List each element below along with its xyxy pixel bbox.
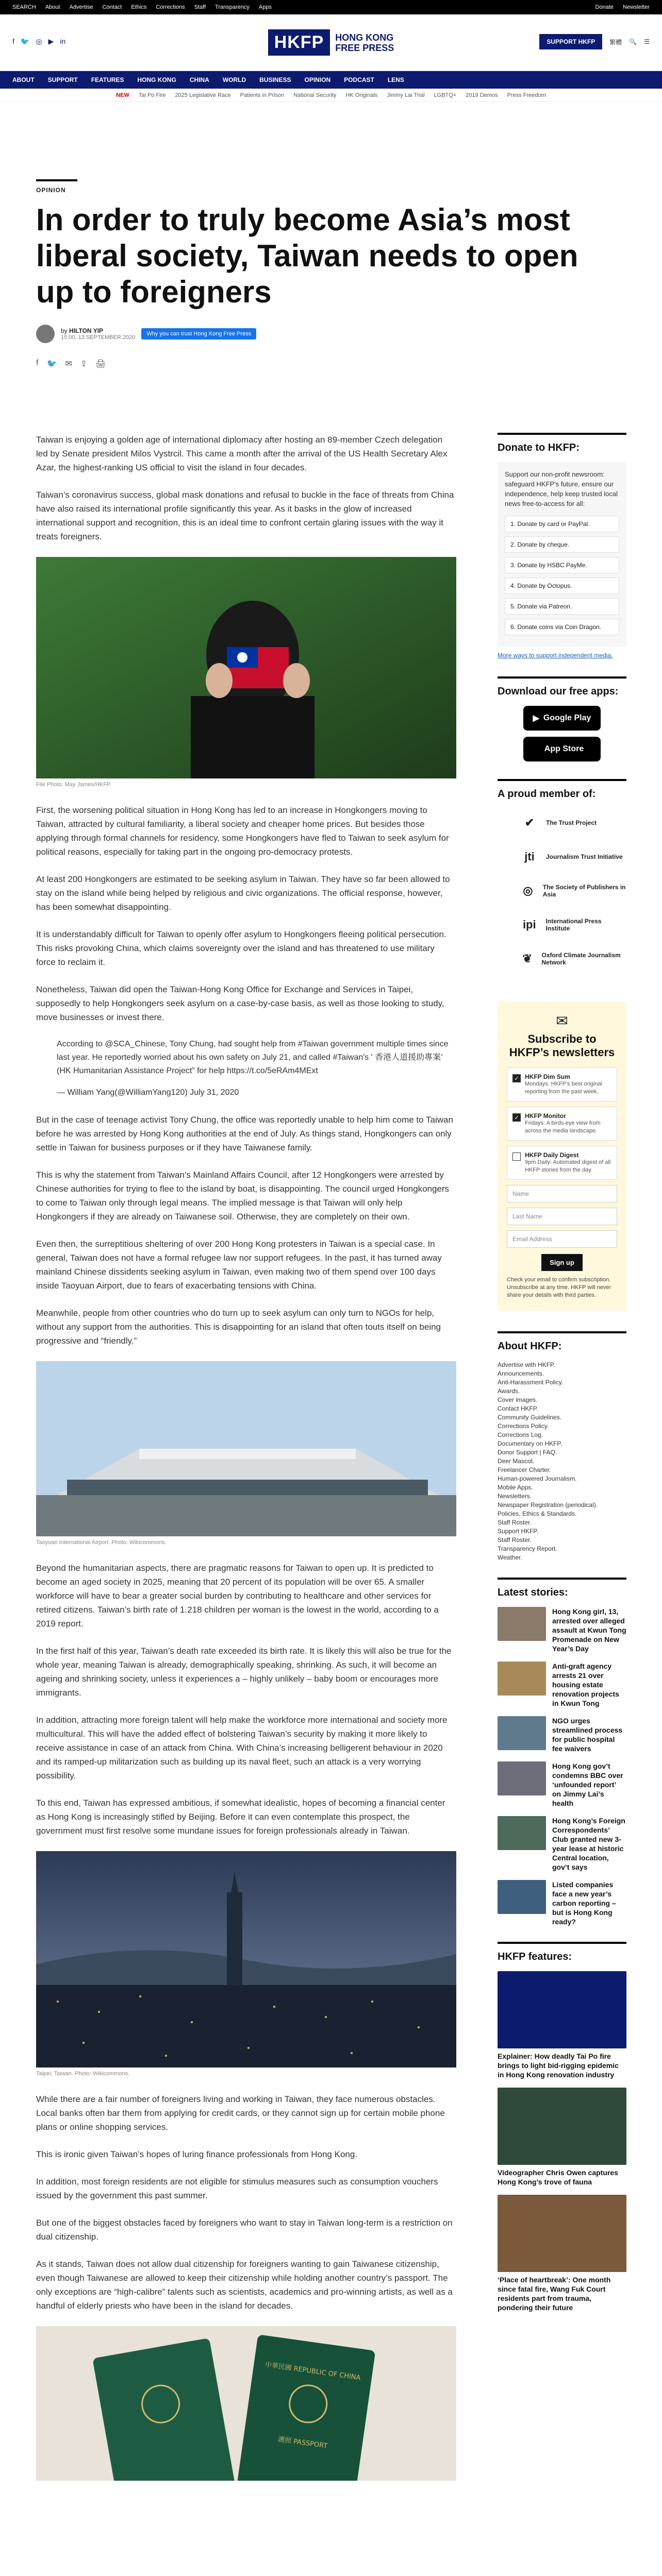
tag-row [0,89,662,102]
nav-item[interactable]: PODCAST [344,76,374,83]
member-icon: ipi [522,918,536,931]
nav-item[interactable]: CHINA [189,76,209,83]
play-icon: ▶ [533,714,539,723]
newsletter-name: HKFP Daily Digest [525,1151,579,1159]
donate-option[interactable]: 2. Donate by cheque. [505,536,619,553]
latest-story[interactable] [498,1816,626,1872]
paragraph: In addition, most foreign residents are not eligible for stimulus measures such as consumption vouchers issued by the government this past summer. [36,2177,438,2200]
paragraph: To this end, Taiwan has expressed ambitious, if somewhat idealistic, hopes of becoming a financial center as Hong Kong is increasingly stifled by Beijing. Before it can even contemplate this prospect, the government must first resolve some mundane issues for foreign professionals already in Taiwan. [36,1798,445,1836]
member-name: The Trust Project [546,819,597,826]
publish-date: 15:00, 13 SEPTEMBER 2020 [61,334,136,341]
social-icon[interactable]: 🐦 [20,37,30,45]
feature-title[interactable]: Explainer: How deadly Tai Po fire brings to light bid-rigging epidemic in Hong Kong renovation industry [498,2052,619,2079]
newsletter-option[interactable] [507,1067,617,1101]
paragraph: But in the case of teenage activist Tony Chung, the office was reportedly unable to help him come to Taiwan before he was arrested by Hong Kong authorities at the end of July. As things stand, Hongkongers can only settle in Taiwan for business purposes or if they have Taiwanese family. [36,1115,453,1153]
masthead [0,14,662,71]
signup-button[interactable]: Sign up [541,1254,583,1271]
member-logo[interactable] [518,845,626,868]
paragraph: Nonetheless, Taiwan did open the Taiwan-Hong Kong Office for Exchange and Services in Taipei, supposedly to help Hongkongers seek asylum on a case-by-case basis, as well as those looking to study, move businesses or invest there. [36,985,444,1022]
donate-option[interactable]: 3. Donate by HSBC PayMe. [505,557,619,573]
tag-link[interactable]: LGBTQ+ [434,92,457,98]
site-logo[interactable] [268,29,394,56]
about-link[interactable]: Donor Support | FAQ. [498,1449,557,1456]
about-link[interactable]: Cover images. [498,1396,538,1403]
logo-line2: FREE PRESS [335,42,394,53]
paragraph: Taiwan’s coronavirus success, global mask donations and refusal to buckle in the face of threats from China have also raised its international profile significantly this year. As it basks in the glow of increased international support and recognition, this is an ideal time to confront certain glaring issues with the way it treats foreigners. [36,490,454,541]
features-widget [498,1942,626,2312]
section-rule [36,179,77,181]
about-link[interactable]: Contact HKFP. [498,1405,538,1412]
photo-caption: Taipei, Taiwan. Photo: Wikicommons. [36,2071,130,2077]
about-link[interactable]: Corrections Log. [498,1431,543,1438]
about-link[interactable]: Transparency Report. [498,1545,557,1552]
newsletter-checkbox[interactable]: ✓ [512,1074,521,1082]
member-name: International Press Institute [545,918,602,932]
about-link[interactable]: Newspaper Registration (periodical). [498,1501,598,1509]
app-store-badge[interactable] [523,737,601,761]
mail-icon: ✉ [556,1013,568,1029]
about-link[interactable]: Community Guidelines. [498,1414,562,1421]
tag-link[interactable]: Press Freedom [507,92,546,98]
member-logo[interactable] [518,913,626,936]
newsletter-checkbox[interactable]: ✓ [512,1113,521,1122]
feature-story[interactable] [498,2195,626,2312]
story-title[interactable]: Listed companies face a new year’s carbon reporting – but is Hong Kong ready? [552,1880,616,1926]
masthead-actions [539,34,650,49]
member-logo[interactable] [518,947,626,970]
member-icon: ✔ [524,816,535,829]
member-name: Oxford Climate Journalism Network [541,952,621,966]
story-thumbnail [498,1761,546,1795]
newsletter-widget [498,1001,626,1311]
topbar-link[interactable]: Corrections [156,4,185,10]
member-logo[interactable] [518,879,626,902]
about-link[interactable]: Documentary on HKFP. [498,1440,562,1447]
story-thumbnail [498,1607,546,1641]
feature-image [498,2088,626,2165]
about-title: About HKFP: [498,1341,562,1352]
nav-item[interactable]: SUPPORT [47,76,78,83]
paragraph: Beyond the humanitarian aspects, there are pragmatic reasons for Taiwan to open up. It is predicted to become an aged society in 2025, meaning that 20 percent of its population will be over 65. A smaller workforce will have to bear a greater social burden by contributing to healthcare and other services for retired citizens. Taiwan’s birth rate of 1.218 children per woman is the lowest in the world, according to a 2019 report. [36,1563,439,1629]
photo-caption: Taoyuan International Airport. Photo: Wikicommons. [36,1539,167,1546]
donate-option[interactable]: 4. Donate by Octopus. [505,578,619,594]
about-link[interactable]: Announcements. [498,1370,544,1377]
logo-text [335,32,394,53]
story-thumbnail [498,1716,546,1750]
byline [36,325,626,343]
tag-link[interactable]: Tai Po Fire [138,92,166,98]
about-link[interactable]: Deer Mascot. [498,1458,535,1465]
newsletter-note: Check your email to confirm subscription. Unsubscribe at any time. HKFP will never share your details with third parties. [507,1277,611,1298]
nav-item[interactable]: HONG KONG [137,76,176,83]
story-thumbnail [498,1816,546,1850]
paragraph: In addition, attracting more foreign talent will help make the workforce more international and society more multicultural. This will have the added effect of bolstering Taiwan’s security by making it more likely to receive assistance in case of an attack from China. With China’s increasing belligerent behaviour in 2020 and its ramped-up militarization such as building up its naval fleet, such an attack is a very worrying possibility. [36,1715,448,1781]
member-name: The Society of Publishers in Asia [542,884,626,898]
apps-title: Download our free apps: [498,686,619,697]
main-nav [0,71,662,89]
newsletter-title: Subscribe to HKFP’s newsletters [509,1032,615,1059]
newsletter-desc: Fridays: A birds-eye view from across the media landscape. [525,1120,601,1134]
paragraph: While there are a fair number of foreigners living and working in Taiwan, they face numerous obstacles. Local banks often bar them from applying for credit cards, or they cannot sign up for certain mobile phone plans or online shopping services. [36,2094,445,2132]
members-widget [498,779,626,970]
byline-prefix: by [61,327,68,334]
latest-story[interactable] [498,1607,626,1653]
passport-lettering: 護照 PASSPORT [277,2435,328,2450]
about-link[interactable]: Support HKFP. [498,1528,539,1535]
passport-photo [36,2326,456,2481]
paragraph: But one of the biggest obstacles faced by foreigners who want to stay in Taiwan long-term is a restriction on dual citizenship. [36,2218,453,2242]
tweet-signature: — William Yang(@WilliamYang120) July 31, 2020 [57,1088,239,1097]
google-play-label: Google Play [543,714,591,722]
paragraph: Taiwan is enjoying a golden age of international diplomacy after hosting an 89-member Czech delegation led by Senate president Milos Vystrcil. This came a month after the arrival of the US Health Secretary Alex Azar, the highest-ranking US official to visit the island in four decades. [36,435,448,472]
paragraph: This is why the statement from Taiwan’s Mainland Affairs Council, after 12 Hongkongers were arrested by Chinese authorities for trying to flee to the island by boat, is disappointing. The council urged Hongkongers to come to Taiwan only through legal means. The implied message is that Taiwan will only help Hongkongers if they are already on Taiwanese soil. Otherwise, they are completely on their own. [36,1170,450,1222]
topbar-link[interactable]: Advertise [69,4,93,10]
language-switch[interactable]: 繁體 [609,38,622,46]
tag-link[interactable]: 2025 Legislative Race [175,92,231,98]
tag-link[interactable]: 2019 Demos [466,92,498,98]
newsletter-option[interactable] [507,1146,617,1180]
embedded-tweet[interactable] [36,1038,456,1099]
about-link[interactable]: Weather. [498,1554,522,1561]
topbar-link[interactable]: Transparency [215,4,250,10]
search-icon[interactable]: 🔍 [629,38,637,45]
newsletter-desc: Mondays: HKFP's best original reporting from the past week. [525,1081,603,1095]
members-title: A proud member of: [498,788,596,800]
story-title[interactable]: Anti-graft agency arrests 21 over housing estate renovation projects in Kwun Tong [552,1662,619,1707]
apps-widget [498,676,626,761]
about-link[interactable]: Human-powered Journalism. [498,1475,577,1482]
about-widget [498,1331,626,1562]
nav-item[interactable]: WORLD [222,76,246,83]
donate-title: Donate to HKFP: [498,442,580,453]
logo-mark: HKFP [268,29,330,56]
feature-story[interactable] [498,1971,626,2079]
paragraph: Even then, the surreptitious sheltering of over 200 Hong Kong protesters in Taiwan is a special case. In general, Taiwan does not have a formal refugee law nor support refugees. In the past, it has turned away mainland Chinese dissidents seeking asylum in Taiwan, even making two of them spend over 100 days inside Taoyuan Airport, due to fears of exacerbating tensions with China. [36,1239,442,1291]
social-icon[interactable]: f [12,37,14,45]
feature-title[interactable]: ‘Place of heartbreak’: One month since fatal fire, Wang Fuk Court residents part from trauma, pondering their future [498,2276,611,2312]
member-icon: jti [524,850,535,863]
paragraph: This is ironic given Taiwan’s hopes of luring finance professionals from Hong Kong. [36,2149,358,2159]
nav-item[interactable]: BUSINESS [259,76,291,83]
article-title: In order to truly become Asia’s most liberal society, Taiwan needs to open up to foreigners [36,202,578,309]
about-link[interactable]: Staff Roster. [498,1519,532,1526]
latest-story[interactable] [498,1662,626,1708]
about-link[interactable]: Freelancer Charter. [498,1466,551,1473]
topbar-link[interactable]: Newsletter [623,4,650,10]
app-store-label: App Store [544,744,584,753]
topbar-link[interactable]: Apps [258,4,272,10]
about-link[interactable]: Staff Roster. [498,1536,532,1544]
newsletter-input[interactable]: Last Name [507,1208,617,1225]
support-button[interactable]: SUPPORT HKFP [539,34,602,49]
newsletter-text [525,1151,611,1174]
newsletter-input[interactable]: Name [507,1185,617,1202]
donate-option[interactable]: 6. Donate coins via Coin Dragon. [505,619,619,635]
feature-image [498,2195,626,2272]
article-body [36,433,456,2481]
donate-option[interactable]: 5. Donate via Patreon. [505,598,619,615]
member-icon: ◎ [523,884,533,897]
photo-caption: File Photo: May James/HKFP. [36,782,111,788]
newsletter-input[interactable]: Email Address [507,1230,617,1248]
donate-intro: Support our non-profit newsroom: safeguard HKFP's future, ensure our independence, help keep trusted local news free-to-access for all: [505,470,618,507]
story-title[interactable]: Hong Kong’s Foreign Correspondents’ Club granted new 3-year lease at historic Central location, gov’t says [552,1817,625,1871]
latest-story[interactable] [498,1880,626,1926]
story-title[interactable]: NGO urges streamlined process for public hospital fee waivers [552,1717,623,1753]
topbar-link[interactable]: Contact [102,4,122,10]
nav-item[interactable]: OPINION [304,76,331,83]
google-play-badge[interactable] [523,706,601,731]
donate-option[interactable]: 1. Donate by card or PayPal. [505,516,619,532]
about-link[interactable]: Awards. [498,1387,520,1395]
member-icon: ❦ [522,952,532,965]
passport-lettering: 中華民國 REPUBLIC OF CHINA [264,2361,361,2382]
social-icon[interactable]: ▶ [48,37,54,45]
share-icon[interactable]: f [36,359,39,367]
latest-story[interactable] [498,1716,626,1753]
author-name[interactable]: HILTON YIP [69,327,104,334]
share-icon[interactable]: ✉ [65,360,72,368]
menu-icon[interactable]: ☰ [644,38,650,45]
topbar-link[interactable]: Ethics [131,4,147,10]
trust-button[interactable]: Why you can trust Hong Kong Free Press [141,328,256,340]
topbar-link[interactable]: SEARCH [12,4,36,10]
social-icon[interactable]: ◎ [36,37,42,45]
latest-story[interactable] [498,1761,626,1808]
story-thumbnail [498,1880,546,1914]
tag-link[interactable]: HK Originals [345,92,378,98]
paragraph: At least 200 Hongkongers are estimated to be seeking asylum in Taiwan. They have so far been allowed to stay on the island while being helped by religious and civic organizations. The official response, however, has been somewhat disappointing. [36,874,450,912]
topbar-link[interactable]: Staff [194,4,206,10]
newsletter-name: HKFP Monitor [525,1112,566,1120]
share-icon[interactable]: 🐦 [46,360,57,368]
share-icon[interactable]: ⇪ [80,360,88,368]
story-thumbnail [498,1662,546,1696]
nav-item[interactable]: ABOUT [12,76,35,83]
newsletter-desc: 9pm Daily: Automated digest of all HKFP stories from the day. [525,1159,611,1173]
more-ways-link[interactable]: More ways to support independent media. [498,652,613,659]
nav-item[interactable]: LENS [387,76,404,83]
paragraph: First, the worsening political situation in Hong Kong has led to an increase in Hongkongers moving to Taiwan, attracted by cultural familiarity, a liberal society and cheaper home prices. But besides those applying through formal channels for residency, some Hongkongers have fled to Taiwan to seek asylum for political reasons, especially for taking part in the ongoing pro-democracy protests. [36,805,449,857]
social-links [12,37,65,46]
donate-widget [498,433,626,659]
feature-story[interactable] [498,2088,626,2187]
author-avatar [36,325,55,343]
tag-link[interactable]: National Security [293,92,337,98]
new-badge: NEW [116,92,129,98]
features-title: HKFP features: [498,1951,572,1962]
paragraph: In the first half of this year, Taiwan’s death rate exceeded its birth rate. It is likely this will also be true for the whole year, meaning Taiwan is already, demographically speaking, shrinking. As such, it will become an ageing and shrinking society, unless it experiences a – highly unlikely – baby boom or encourages more immigrants. [36,1646,452,1698]
tweet-text: According to @SCA_Chinese, Tony Chung, had sought help from #Taiwan government multiple times since last year. He reportedly worried about his own safety on July 21, and called #Taiwan's ' 香港人道援助專案’ (HK Humanitarian Assistance Project” for help https://t.co/5eRAm4MExt [57,1040,449,1075]
section-label[interactable]: OPINION [36,187,66,194]
newsletter-checkbox[interactable] [512,1153,521,1161]
latest-title: Latest stories: [498,1587,568,1598]
nav-item[interactable]: FEATURES [91,76,124,83]
social-icon[interactable]: in [60,37,66,45]
newsletter-text [525,1073,611,1096]
newsletter-option[interactable] [507,1107,617,1141]
story-title[interactable]: Hong Kong gov’t condemns BBC over ‘unfounded report’ on Jimmy Lai’s health [552,1762,623,1807]
taipei-photo [36,1851,456,2067]
article-header [0,179,662,369]
topbar-link[interactable]: About [45,4,60,10]
about-link[interactable]: Newsletters. [498,1493,532,1500]
tag-link[interactable]: Jimmy Lai Trial [387,92,425,98]
feature-image [498,1971,626,2048]
member-name: Journalism Trust Initiative [546,853,623,860]
about-link[interactable]: Mobile Apps. [498,1484,533,1491]
paragraph: Meanwhile, people from other countries who do turn up to seek asylum can only turn to NGOs for help, without any support from the authorities. This is disappointing for an island that often touts itself on being progressive and “friendly.” [36,1308,441,1346]
share-bar [36,359,626,369]
protest-photo [36,557,456,778]
sidebar [498,433,626,2320]
story-title[interactable]: Hong Kong girl, 13, arrested over alleged assault at Kwun Tong Promenade on New Year’s Day [552,1607,626,1653]
about-link[interactable]: Corrections Policy. [498,1422,549,1430]
newsletter-text [525,1112,611,1135]
about-link[interactable]: Advertise with HKFP. [498,1361,555,1368]
latest-stories-widget [498,1578,626,1926]
tag-link[interactable]: Patients in Prison [240,92,285,98]
topbar-link[interactable]: Donate [595,4,614,10]
about-link[interactable]: Anti-Harassment Policy. [498,1379,564,1386]
top-utility-bar [0,0,662,14]
about-link[interactable]: Policies, Ethics & Standards. [498,1510,577,1517]
member-logo[interactable] [518,811,626,834]
paragraph: It is understandably difficult for Taiwan to openly offer asylum to Hongkongers fleeing political persecution. This risks provoking China, which claims sovereignty over the island and has threatened to use military force to reclaim it. [36,929,446,967]
share-icon[interactable]: 🖨 [95,360,106,368]
newsletter-name: HKFP Dim Sum [525,1073,570,1080]
feature-title[interactable]: Videographer Chris Owen captures Hong Kong’s trove of fauna [498,2168,618,2186]
airport-photo [36,1361,456,1536]
logo-line1: HONG KONG [335,32,394,43]
paragraph: As it stands, Taiwan does not allow dual citizenship for foreigners wanting to gain Taiwanese citizenship, even though Taiwanese are allowed to keep their citizenship while holding another country’s passport. The only exceptions are “high-calibre” talents such as scientists, academics and pro-winning artists, as well as a handful of elderly priests who have been in the island for decades. [36,2259,453,2311]
